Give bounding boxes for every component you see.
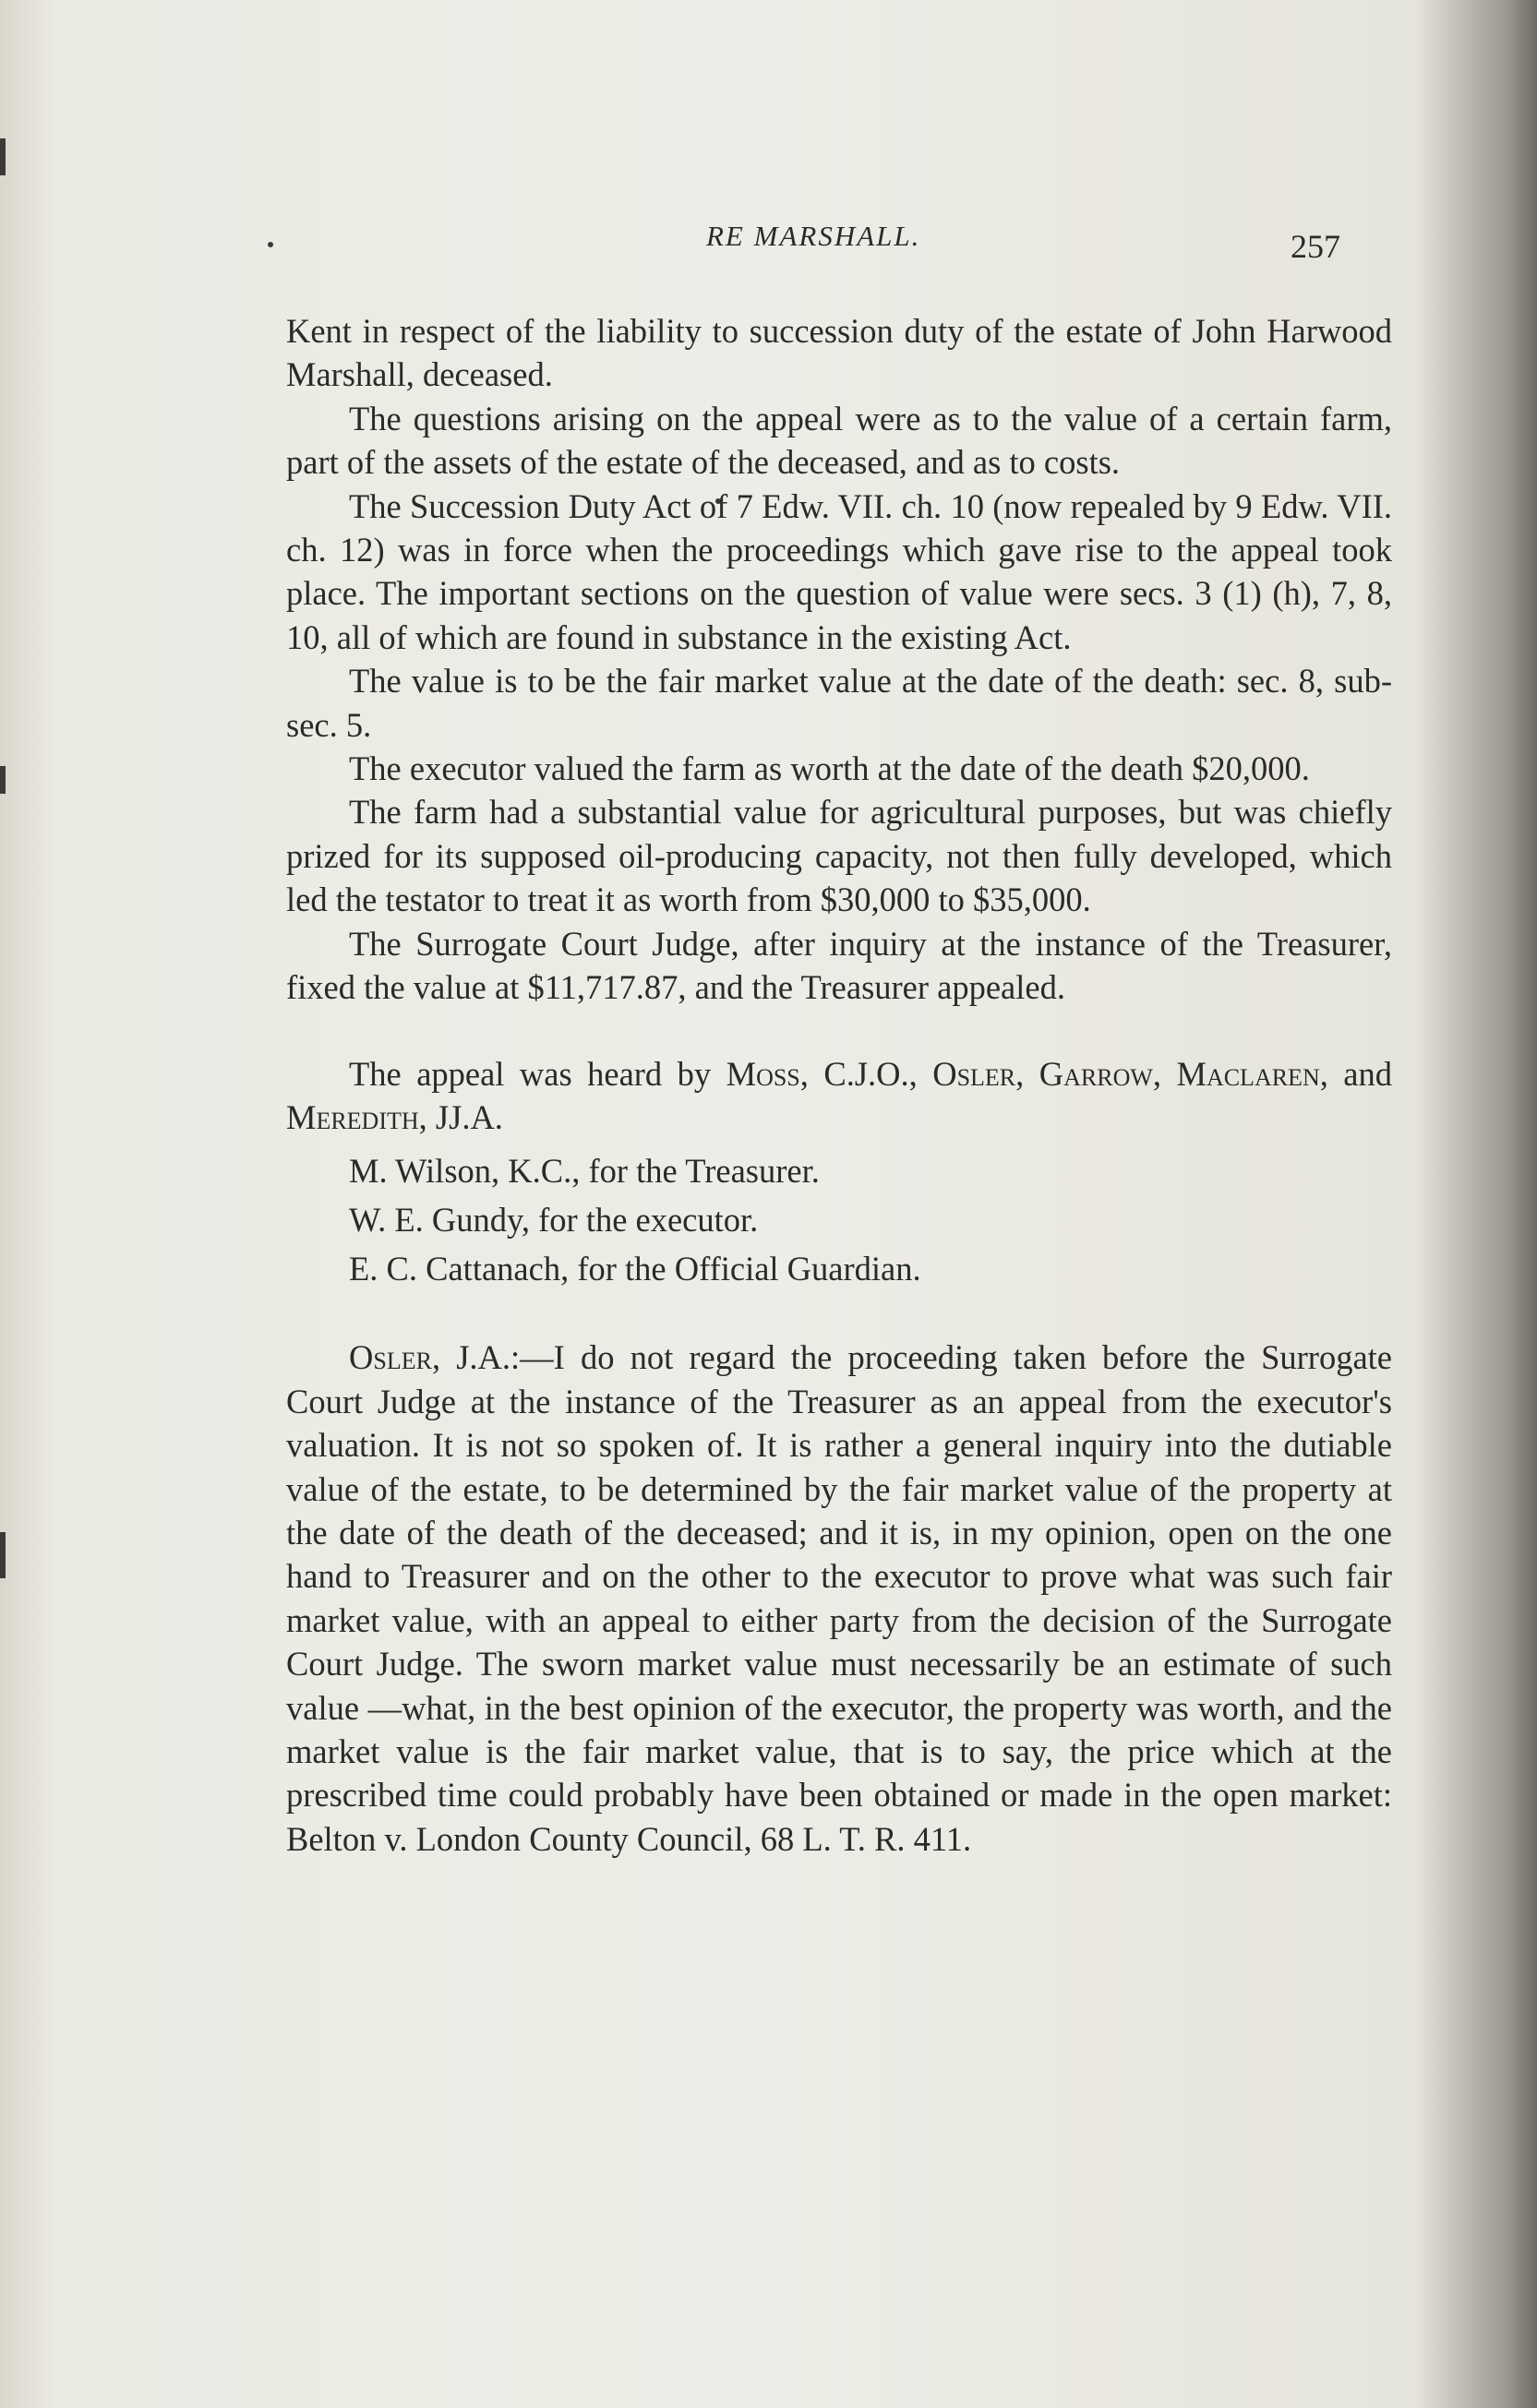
page-header [0, 220, 1537, 266]
paragraph: The executor valued the farm as worth at the date of the death $20,000. [349, 749, 1310, 788]
judge-name: Garrow [1039, 1054, 1153, 1093]
body-text [286, 309, 1392, 1861]
paragraph: The value is to be the fair market value at the date of the death: sec. 8, sub-sec. 5. [286, 662, 1392, 744]
paragraph: The Surrogate Court Judge, after inquiry at the instance of the Treasurer, fixed the value at $11,717.87, and the Treasurer appealed. [286, 924, 1392, 1007]
paragraph: The Succession Duty Act of 7 Edw. VII. ch. 10 (now repealed by 9 Edw. VII. ch. 12) was in force when the proceedings which gave rise to the appeal took place. The important sections on the question of value were secs. 3 (1) (h), 7, 8, 10, all of which are found in substance in the existing Act. [286, 486, 1392, 656]
hearing-paragraph: The appeal was heard by Moss, C.J.O., Osler, Garrow, Maclaren, and Meredith, JJ.A. [286, 1054, 1393, 1136]
counsel-line: M. Wilson, K.C., for the Treasurer. [349, 1152, 820, 1191]
judge-name: Maclaren [1176, 1054, 1320, 1093]
judgment-text: , J.A.:—I do not regard the proceeding taken before the Surrogate Court Judge at the instance of the Treasurer as an appeal from the executor's valuation. It is not so spoken of. It is rather a general inquiry into the dutiable value of the estate, to be determined by the fair market value of the property at the date of the death of the deceased; and it is, in my opinion, open on the one hand to Treasurer and on the other to the executor to prove what was such fair market value, with an appeal to either party from the decision of the Surrogate Court Judge. The sworn market value must necessarily be an estimate of such value —what, in the best opinion of the executor, the property was worth, and the market value is the fair market value, that is to say, the price which at the prescribed time could probably have been obtained or made in the open market: Belton v. London County Council, 68 L. T. R. 411. [286, 1338, 1392, 1858]
paragraph: The questions arising on the appeal were as to the value of a certain farm, part of the assets of the estate of the deceased, and as to costs. [286, 399, 1392, 482]
page-number: 257 [1291, 228, 1340, 265]
spine-mark [0, 138, 6, 175]
running-head: RE MARSHALL. [706, 220, 921, 252]
paragraph: The farm had a substantial value for agricultural purposes, but was chiefly prized for its supposed oil-producing capacity, not then fully developed, which led the testator to treat it as worth from $30,000 to $35,000. [286, 793, 1392, 919]
paragraph: Kent in respect of the liability to succession duty of the estate of John Harwood Marshall, deceased. [286, 312, 1392, 394]
judgment-paragraph [286, 1336, 1392, 1861]
hearing-prefix: The appeal was heard by [349, 1054, 726, 1093]
judge-name: Osler [932, 1054, 1016, 1093]
judge-name: Osler [349, 1338, 432, 1377]
judge-name: Meredith [286, 1097, 419, 1136]
counsel-line: W. E. Gundy, for the executor. [349, 1201, 759, 1240]
judge-name: Moss [726, 1054, 800, 1093]
spine-mark [0, 766, 6, 794]
counsel-line: E. C. Cattanach, for the Official Guardian. [349, 1250, 921, 1288]
spine-mark [0, 1532, 6, 1578]
